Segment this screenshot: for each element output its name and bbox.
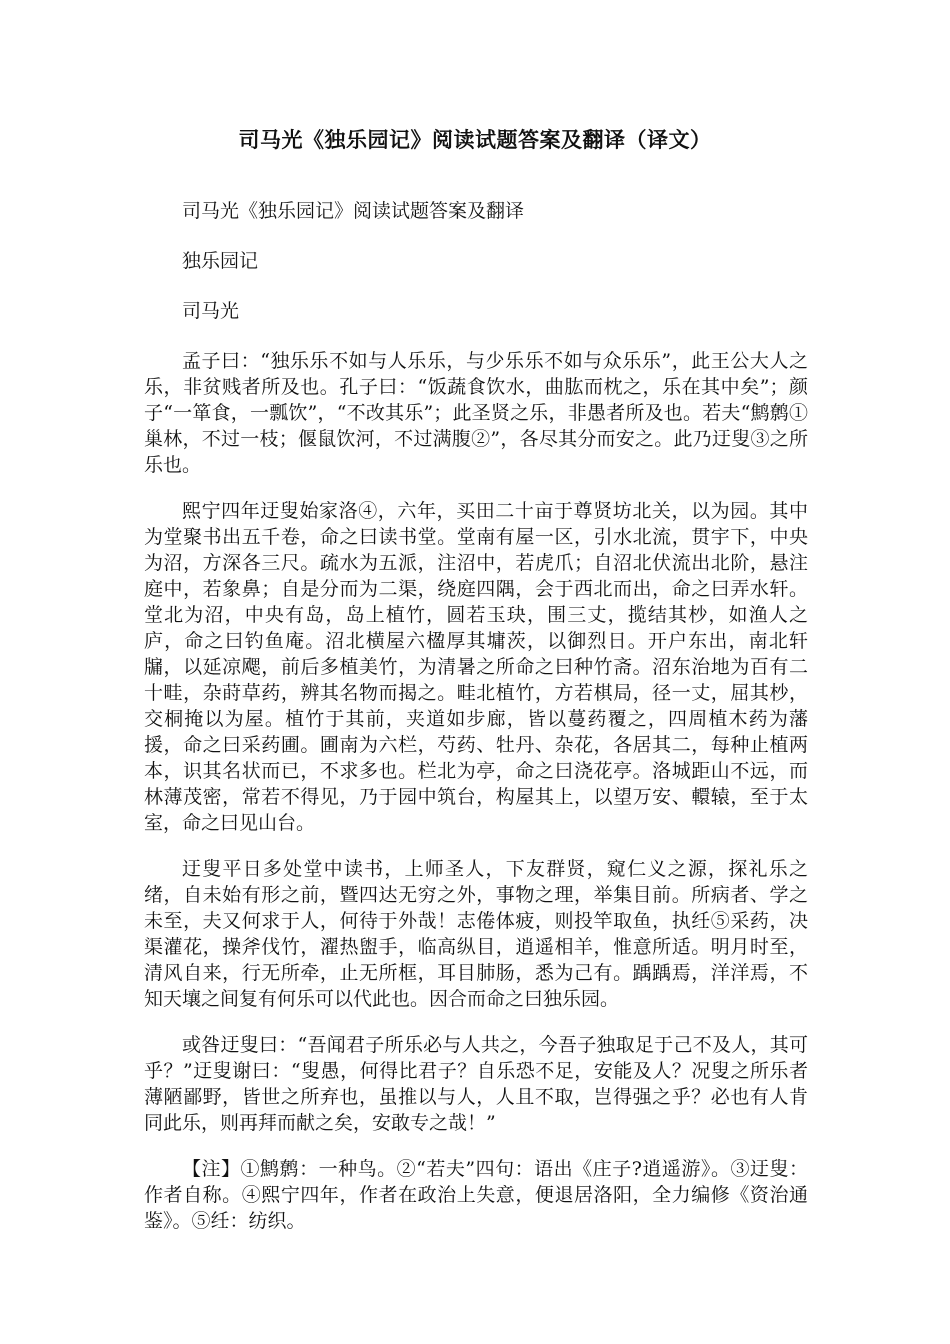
subtitle-line: 司马光《独乐园记》阅读试题答案及翻译 (182, 200, 525, 222)
paragraph-2: 熙宁四年迂叟始家洛④，六年，买田二十亩于尊贤坊北关，以为园。其中为堂聚书出五千卷，命之曰读书堂。堂南有屋一区，引水北流，贯宇下，中央为沼，方深各三尺。疏水为五派，注沼中，若虎爪；自沼北伏流出北阶，悬注庭中，若象鼻；自是分而为二渠，绕庭四隅，会于西北而出，命之曰弄水轩。堂北为沼，中央有岛，岛上植竹，圆若玉玦，围三丈，揽结其杪，如渔人之庐，命之曰钓鱼庵。沼北横屋六楹厚其墉茨，以御烈日。开户东出，南北轩牖，以延凉飔，前后多植美竹，为清暑之所命之曰种竹斋。沼东治地为百有二十畦，杂莳草药，辨其名物而揭之。畦北植竹，方若棋局，径一丈，屈其杪，交桐掩以为屋。植竹于其前，夹道如步廊，皆以蔓药覆之，四周植木药为藩援，命之曰采药圃。圃南为六栏，芍药、牡丹、杂花，各居其二，每种止植两本，识其名状而已，不求多也。栏北为亭，命之曰浇花亭。洛城距山不远，而林薄茂密，常若不得见，乃于园中筑台，构屋其上，以望万安、轘辕，至于太室，命之曰见山台。 (144, 500, 808, 834)
document-body (144, 198, 808, 1254)
paragraph-1: 孟子曰：“独乐乐不如与人乐乐，与少乐乐不如与众乐乐”，此王公大人之乐，非贫贱者所及也。孔子曰：“饭蔬食饮水，曲肱而枕之，乐在其中矣”；颜子“一箪食，一瓢饮”，“不改其乐”；此圣贤之乐，非愚者所及也。若夫“鹪鹩①巢林，不过一枝；偃鼠饮河，不过满腹②”，各尽其分而安之。此乃迂叟③之所乐也。 (144, 350, 808, 476)
paragraph-4: 或咎迂叟曰：“吾闻君子所乐必与人共之，今吾子独取足于己不及人，其可乎？”迂叟谢曰：“叟愚，何得比君子？自乐恐不足，安能及人？况叟之所乐者薄陋鄙野，皆世之所弃也，虽推以与人，人且不取，岂得强之乎？必也有人肯同此乐，则再拜而献之矣，安敢专之哉！” (144, 1034, 808, 1134)
author-line: 司马光 (182, 300, 240, 322)
essay-title-line: 独乐园记 (182, 250, 259, 272)
annotation-notes: 【注】①鹪鹩：一种鸟。②“若夫”四句：语出《庄子?逍遥游》。③迂叟：作者自称。④熙宁四年，作者在政治上失意，便退居洛阳，全力编修《资治通鉴》。⑤纴：纺织。 (144, 1158, 808, 1232)
document-title: 司马光《独乐园记》阅读试题答案及翻译（译文） (238, 127, 712, 152)
paragraph-3: 迂叟平日多处堂中读书，上师圣人，下友群贤，窥仁义之源，探礼乐之绪，自未始有形之前，暨四达无穷之外，事物之理，举集目前。所病者、学之未至，夫又何求于人，何待于外哉！志倦体疲，则投竿取鱼，执纴⑤采药，决渠灌花，操斧伐竹，濯热盥手，临高纵目，逍遥相羊，惟意所适。明月时至，清风自来，行无所牵，止无所框，耳目肺肠，悉为己有。踽踽焉，洋洋焉，不知天壤之间复有何乐可以代此也。因合而命之曰独乐园。 (144, 858, 808, 1010)
